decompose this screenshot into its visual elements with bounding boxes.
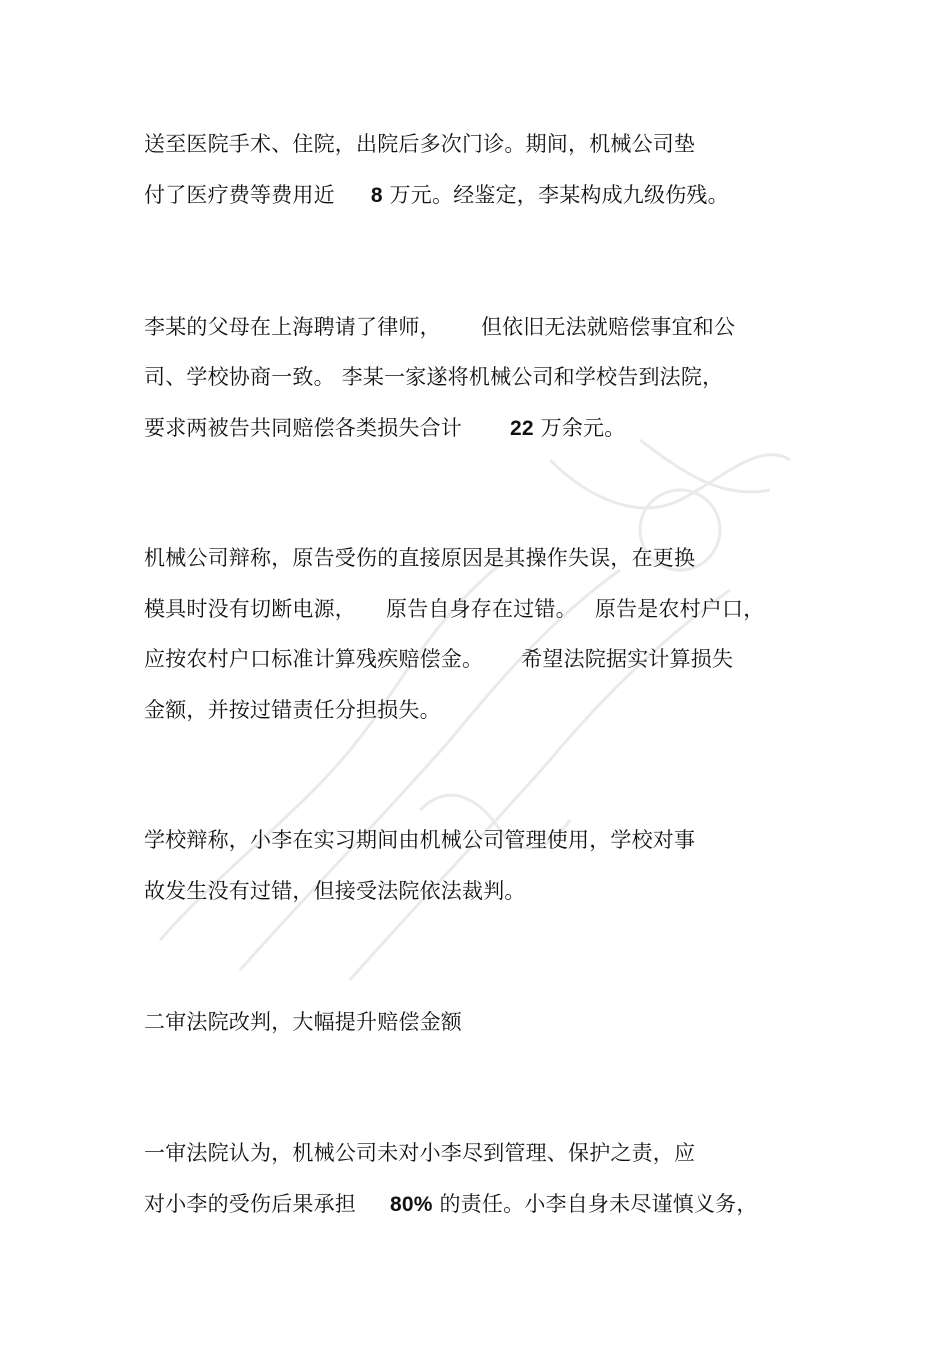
- text-line: [144, 877, 824, 905]
- text-line: [144, 696, 824, 724]
- text-segment: 万余元。: [540, 416, 626, 440]
- text-line: [144, 313, 824, 341]
- text-line: [144, 826, 824, 854]
- text-segment: 付了医疗费等费用近: [144, 183, 335, 207]
- text-segment: 金额，并按过错责任分担损失。: [144, 698, 441, 722]
- text-segment: 原告是农村户口，: [594, 597, 765, 621]
- amount-number: 22: [510, 417, 534, 440]
- text-line: [144, 1139, 824, 1167]
- text-line: [144, 181, 824, 209]
- text-segment: 机械公司辩称，原告受伤的直接原因是其操作失误，在更换: [144, 546, 696, 570]
- text-line: [144, 130, 824, 158]
- text-segment: 的责任。小李自身未尽谨慎义务，: [439, 1192, 758, 1216]
- text-line: [144, 363, 824, 391]
- text-line: [144, 645, 824, 673]
- text-segment: 司、学校协商一致。 李某一家遂将机械公司和学校告到法院，: [144, 365, 724, 389]
- text-segment: 希望法院据实计算损失: [521, 647, 734, 671]
- text-segment: 故发生没有过错，但接受法院依法裁判。: [144, 879, 526, 903]
- text-segment: 李某的父母在上海聘请了律师，: [144, 315, 441, 339]
- text-segment: 一审法院认为，机械公司未对小李尽到管理、保护之责，应: [144, 1141, 696, 1165]
- text-segment: 二审法院改判，大幅提升赔偿金额: [144, 1010, 462, 1034]
- text-segment: 但依旧无法就赔偿事宜和公: [480, 315, 736, 339]
- text-segment: 原告自身存在过错。: [386, 597, 577, 621]
- text-segment: 万元。经鉴定，李某构成九级伤残。: [389, 183, 729, 207]
- text-line: [144, 1190, 824, 1218]
- watermark-graphic: [120, 380, 840, 1000]
- text-segment: 应按农村户口标准计算残疾赔偿金。: [144, 647, 484, 671]
- section-heading: [144, 1008, 824, 1036]
- text-segment: 送至医院手术、住院，出院后多次门诊。期间，机械公司垫: [144, 132, 696, 156]
- text-segment: 学校辩称，小李在实习期间由机械公司管理使用，学校对事: [144, 828, 696, 852]
- amount-number: 8: [370, 184, 383, 207]
- text-line: [144, 595, 824, 623]
- percentage-number: 80%: [390, 1193, 433, 1216]
- text-segment: 对小李的受伤后果承担: [144, 1192, 356, 1216]
- text-segment: 要求两被告共同赔偿各类损失合计: [144, 416, 462, 440]
- text-line: [144, 544, 824, 572]
- text-segment: 模具时没有切断电源，: [144, 597, 356, 621]
- text-line: [144, 414, 824, 442]
